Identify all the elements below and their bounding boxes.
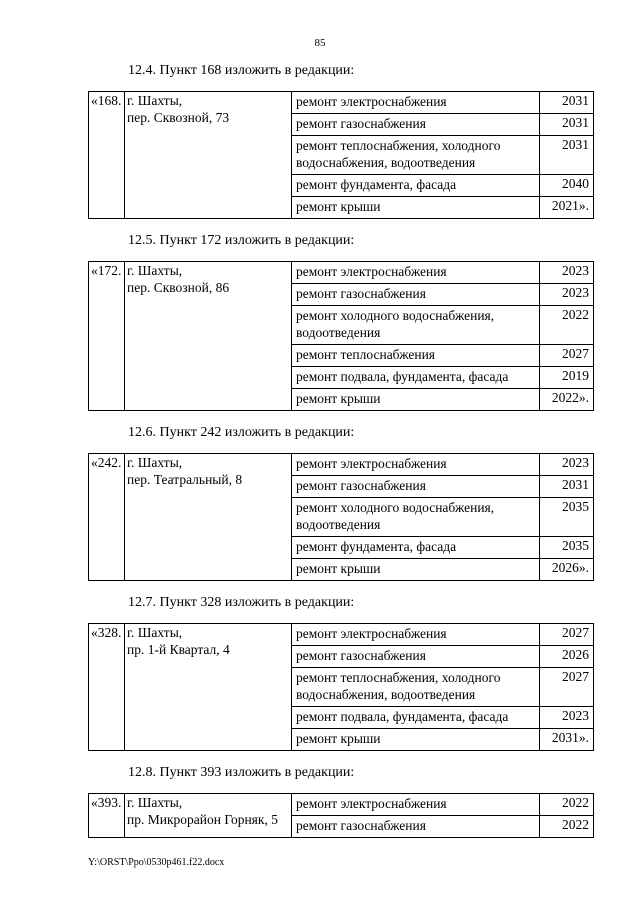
amendment-table: [88, 793, 594, 838]
work-type-text: водоснабжения, водоотведения: [296, 155, 476, 170]
section-heading: 12.8. Пункт 393 изложить в редакции:: [128, 765, 355, 780]
table-row: [89, 624, 594, 646]
work-type-text: ремонт крыши: [296, 391, 381, 406]
year-cell: 2031: [540, 136, 594, 175]
work-type-text: ремонт теплоснабжения, холодного: [296, 670, 501, 685]
work-type-text: ремонт газоснабжения: [296, 818, 426, 833]
page-number: 85: [314, 37, 326, 49]
year-cell: 2026».: [540, 559, 594, 581]
year-cell: 2035: [540, 498, 594, 537]
work-type-cell: [292, 816, 540, 838]
address-cell: [125, 262, 292, 411]
table-row: [89, 92, 594, 114]
work-type-cell: [292, 92, 540, 114]
address-cell: [125, 624, 292, 751]
amendment-table: [88, 453, 594, 581]
work-type-text: ремонт газоснабжения: [296, 286, 426, 301]
address-line: пр. 1-й Квартал, 4: [127, 642, 230, 657]
year-cell: 2023: [540, 262, 594, 284]
work-type-text: ремонт газоснабжения: [296, 478, 426, 493]
table-body: [89, 454, 594, 581]
table-row: [89, 454, 594, 476]
table-row: [89, 262, 594, 284]
work-type-cell: [292, 559, 540, 581]
section-heading: 12.5. Пункт 172 изложить в редакции:: [128, 233, 355, 248]
address-cell: [125, 794, 292, 838]
year-cell: 2019: [540, 367, 594, 389]
address-line: пер. Сквозной, 73: [127, 110, 230, 125]
work-type-text: ремонт электроснабжения: [296, 626, 447, 641]
work-type-text: ремонт электроснабжения: [296, 94, 447, 109]
address-line: г. Шахты,: [127, 93, 183, 108]
address-line: г. Шахты,: [127, 795, 183, 810]
work-type-text: водоотведения: [296, 325, 381, 340]
year-cell: 2022: [540, 816, 594, 838]
work-type-cell: [292, 367, 540, 389]
work-type-cell: [292, 262, 540, 284]
year-cell: 2040: [540, 175, 594, 197]
work-type-cell: [292, 284, 540, 306]
work-type-cell: [292, 794, 540, 816]
work-type-cell: [292, 498, 540, 537]
year-cell: 2027: [540, 624, 594, 646]
table-body: [89, 794, 594, 838]
work-type-cell: [292, 729, 540, 751]
work-type-cell: [292, 197, 540, 219]
work-type-text: ремонт крыши: [296, 561, 381, 576]
work-type-cell: [292, 136, 540, 175]
year-cell: 2035: [540, 537, 594, 559]
footer-file-path: Y:\ORST\Ppo\0530p461.f22.docx: [88, 857, 225, 868]
table-body: [89, 92, 594, 219]
section-heading: 12.7. Пункт 328 изложить в редакции:: [128, 595, 355, 610]
year-cell: 2031: [540, 114, 594, 136]
work-type-cell: [292, 707, 540, 729]
year-cell: 2022: [540, 306, 594, 345]
item-number-cell: [89, 794, 125, 838]
year-cell: 2023: [540, 707, 594, 729]
address-line: пр. Микрорайон Горняк, 5: [127, 812, 278, 827]
work-type-text: ремонт крыши: [296, 731, 381, 746]
address-cell: [125, 454, 292, 581]
work-type-cell: [292, 175, 540, 197]
work-type-text: ремонт подвала, фундамента, фасада: [296, 709, 509, 724]
work-type-cell: [292, 668, 540, 707]
work-type-text: ремонт теплоснабжения: [296, 347, 436, 362]
year-cell: 2027: [540, 345, 594, 367]
address-line: г. Шахты,: [127, 625, 183, 640]
item-number: «168.: [91, 93, 122, 108]
item-number: «242.: [91, 455, 122, 470]
work-type-text: ремонт электроснабжения: [296, 796, 447, 811]
item-number-cell: [89, 262, 125, 411]
work-type-cell: [292, 476, 540, 498]
year-cell: 2022: [540, 794, 594, 816]
year-cell: 2027: [540, 668, 594, 707]
work-type-text: ремонт подвала, фундамента, фасада: [296, 369, 509, 384]
work-type-cell: [292, 345, 540, 367]
amendment-table: [88, 261, 594, 411]
item-number: «393.: [91, 795, 122, 810]
work-type-cell: [292, 454, 540, 476]
amendment-table: [88, 91, 594, 219]
work-type-text: ремонт газоснабжения: [296, 116, 426, 131]
item-number-cell: [89, 624, 125, 751]
item-number: «172.: [91, 263, 122, 278]
work-type-cell: [292, 624, 540, 646]
section-heading: 12.4. Пункт 168 изложить в редакции:: [128, 63, 355, 78]
work-type-text: ремонт газоснабжения: [296, 648, 426, 663]
table-body: [89, 624, 594, 751]
work-type-cell: [292, 646, 540, 668]
year-cell: 2023: [540, 454, 594, 476]
year-cell: 2023: [540, 284, 594, 306]
address-line: г. Шахты,: [127, 455, 183, 470]
section-heading: 12.6. Пункт 242 изложить в редакции:: [128, 425, 355, 440]
work-type-text: ремонт фундамента, фасада: [296, 177, 457, 192]
year-cell: 2031: [540, 92, 594, 114]
address-line: г. Шахты,: [127, 263, 183, 278]
work-type-text: ремонт холодного водоснабжения,: [296, 308, 495, 323]
work-type-text: водоснабжения, водоотведения: [296, 687, 476, 702]
amendment-table: [88, 623, 594, 751]
table-row: [89, 794, 594, 816]
work-type-text: ремонт крыши: [296, 199, 381, 214]
item-number: «328.: [91, 625, 122, 640]
work-type-text: ремонт фундамента, фасада: [296, 539, 457, 554]
year-cell: 2031».: [540, 729, 594, 751]
year-cell: 2021».: [540, 197, 594, 219]
year-cell: 2022».: [540, 389, 594, 411]
work-type-cell: [292, 306, 540, 345]
work-type-text: ремонт электроснабжения: [296, 264, 447, 279]
address-line: пер. Театральный, 8: [127, 472, 243, 487]
item-number-cell: [89, 454, 125, 581]
work-type-text: ремонт холодного водоснабжения,: [296, 500, 495, 515]
address-cell: [125, 92, 292, 219]
work-type-cell: [292, 537, 540, 559]
item-number-cell: [89, 92, 125, 219]
work-type-cell: [292, 114, 540, 136]
table-body: [89, 262, 594, 411]
work-type-cell: [292, 389, 540, 411]
year-cell: 2026: [540, 646, 594, 668]
year-cell: 2031: [540, 476, 594, 498]
work-type-text: водоотведения: [296, 517, 381, 532]
address-line: пер. Сквозной, 86: [127, 280, 230, 295]
work-type-text: ремонт теплоснабжения, холодного: [296, 138, 501, 153]
work-type-text: ремонт электроснабжения: [296, 456, 447, 471]
